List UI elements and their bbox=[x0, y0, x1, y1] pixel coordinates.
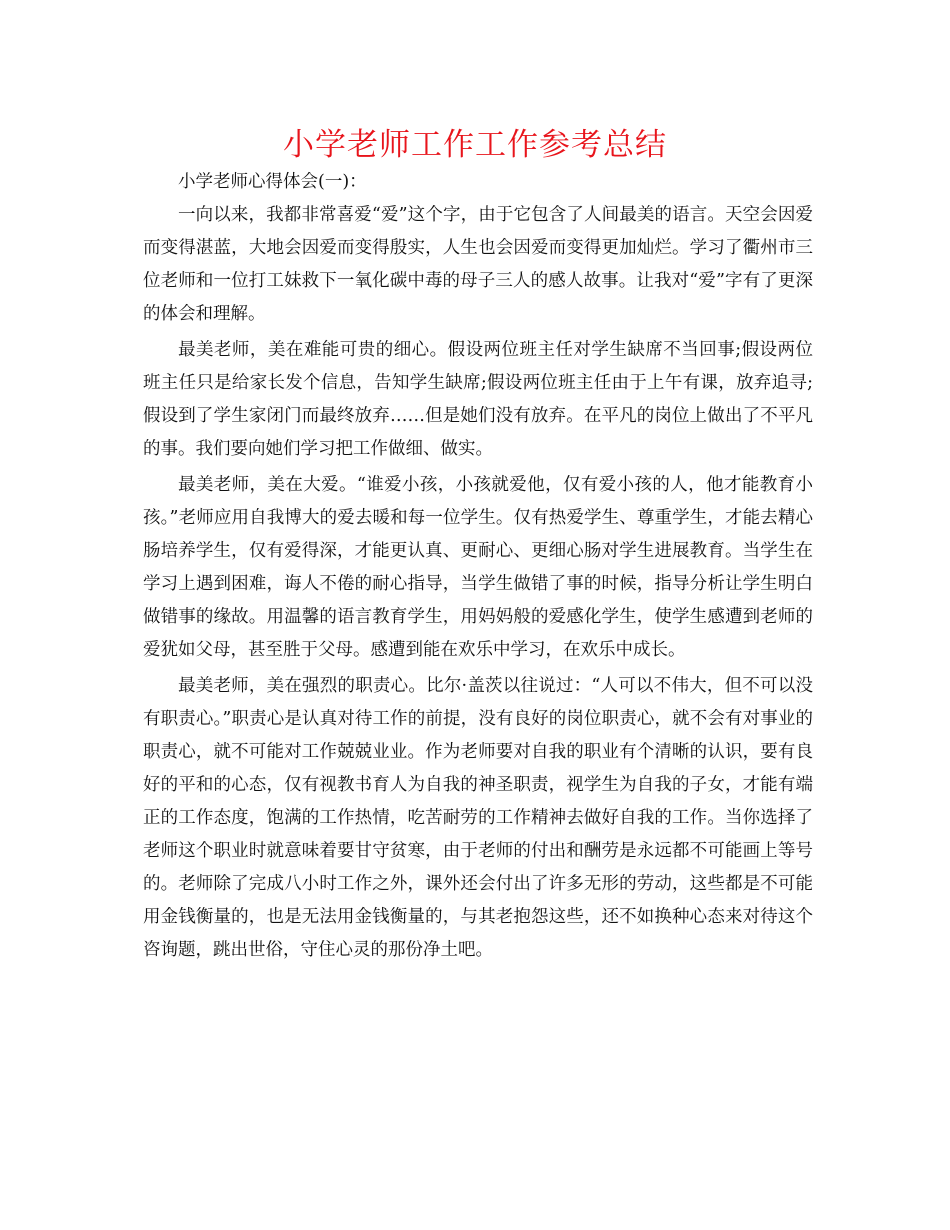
paragraph-love: 一向以来，我都非常喜爱“爱”这个字，由于它包含了人间最美的语言。天空会因爱而变得湛蓝，大地会因爱而变得殷实，人生也会因爱而变得更加灿烂。学习了衢州市三位老师和一位打工妹救下一氧化碳中毒的母子三人的感人故事。让我对“爱”字有了更深的体会和理解。 bbox=[143, 205, 813, 324]
paragraph-great-love: 最美老师，美在大爱。“谁爱小孩，小孩就爱他，仅有爱小孩的人，他才能教育小孩。”老师应用自我博大的爱去暖和每一位学生。仅有热爱学生、尊重学生，才能去精心肠培养学生，仅有爱得深，才能更认真、更耐心、更细心肠对学生进展教育。当学生在学习上遇到困难，诲人不倦的耐心指导，当学生做错了事的时候，指导分析让学生明白做错事的缘故。用温馨的语言教育学生，用妈妈般的爱感化学生，使学生感遭到老师的爱犹如父母，甚至胜于父母。感遭到能在欢乐中学习，在欢乐中成长。 bbox=[143, 475, 813, 660]
document-body bbox=[143, 166, 813, 970]
document-title: 小学老师工作工作参考总结 bbox=[283, 127, 667, 163]
section-subheading: 小学老师心得体会(一)： bbox=[178, 172, 367, 192]
paragraph-carefulness: 最美老师，美在难能可贵的细心。假设两位班主任对学生缺席不当回事;假设两位班主任只是给家长发个信息，告知学生缺席;假设两位班主任由于上午有课，放弃追寻;假设到了学生家闭门而最终放弃……但是她们没有放弃。在平凡的岗位上做出了不平凡的事。我们要向她们学习把工作做细、做实。 bbox=[143, 340, 813, 459]
paragraph-responsibility: 最美老师，美在强烈的职责心。比尔·盖茨以往说过：“人可以不伟大，但不可以没有职责心。”职责心是认真对待工作的前提，没有良好的岗位职责心，就不会有对事业的职责心，就不可能对工作兢兢业业。作为老师要对自我的职业有个清晰的认识，要有良好的平和的心态，仅有视教书育人为自我的神圣职责，视学生为自我的子女，才能有端正的工作态度，饱满的工作热情，吃苦耐劳的工作精神去做好自我的工作。当你选择了老师这个职业时就意味着要甘守贫寒，由于老师的付出和酬劳是永远都不可能画上等号的。老师除了完成八小时工作之外，课外还会付出了许多无形的劳动，这些都是不可能用金钱衡量的，也是无法用金钱衡量的，与其老抱怨这些，还不如换种心态来对待这个咨询题，跳出世俗，守住心灵的那份净土吧。 bbox=[143, 676, 813, 960]
